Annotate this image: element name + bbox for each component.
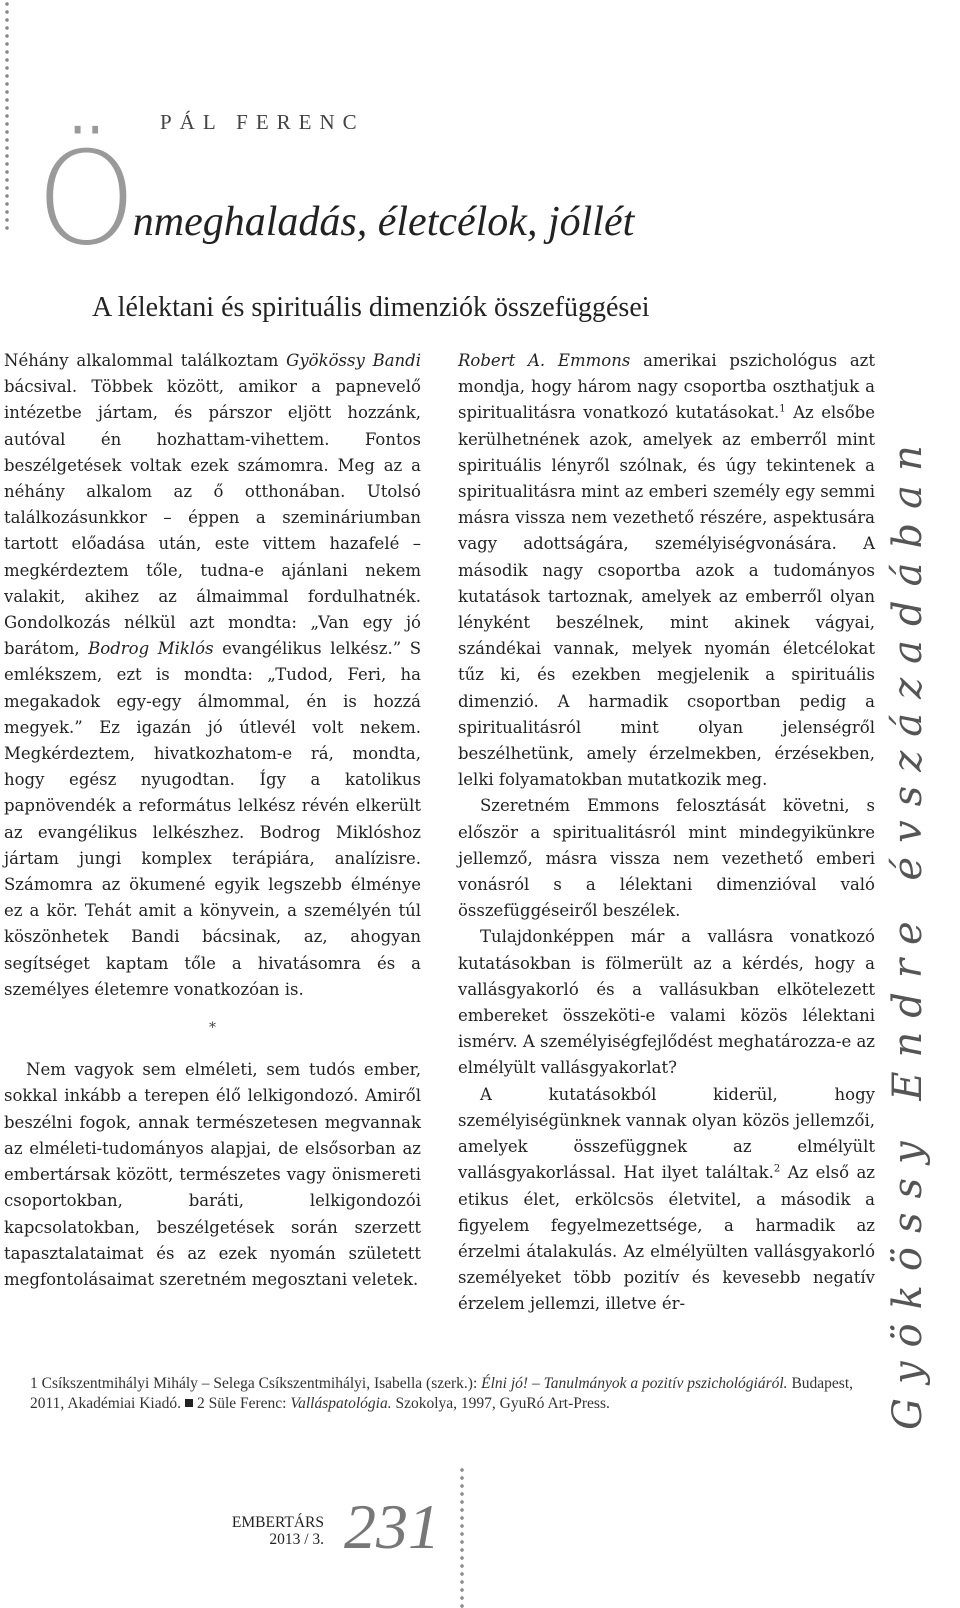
right-column (458, 348, 875, 1318)
page-number: 231 (344, 1491, 440, 1562)
footnotes (30, 1374, 870, 1414)
right-paragraph-4: A kutatásokból kiderül, hogy személyiségünknek vannak olyan közös jellemzői, amelyek összefüggnek az elmélyült vallásgyakorlással. Hat ilyet találtak.$^2$ Az első az etikus élet, erkölcsös életvitel, a második a figyelem fegyelmezettsége, a harmadik az érzelmi átalakulás. Az elmélyülten vallásgyakorló személyeket több pozitív és kevesebb negatív érzelem jellemzi, illetve ér- (458, 1084, 875, 1314)
footnote-separator-square (185, 1399, 193, 1407)
dotted-rule-left (3, 0, 11, 232)
right-paragraph-3: Tulajdonképpen már a vallásra vonatkozó kutatásokban is fölmerült az a kérdés, hogy a vallásgyakorló és a vallásukban elkötelezett embereket összeköti-e valami közös lélektani ismérv. A személyiségfejlődést meghatározza-e az elmélyült vallásgyakorlat? (458, 927, 875, 1078)
journal-info (214, 1514, 324, 1548)
article-title (36, 125, 635, 274)
article-subtitle: A lélektani és spirituális dimenziók összefüggései (92, 292, 650, 323)
left-paragraph-2: Nem vagyok sem elméleti, sem tudós ember, sokkal inkább a terepen élő lelkigondozó. Amiről beszélni fogok, annak természetesen megvannak az elméleti-tudományos alapjai, de elsősorban az embertársak között, természetes vagy önismereti csoportokban, baráti, lelkigondozói kapcsolatokban, beszélgetések során szerzett tapasztalataimat és az ezek nyomán született megfontolásaimat szeretném megosztani veletek. (4, 1060, 421, 1289)
person-name: Gyökössy Bandi (286, 351, 421, 370)
footnote-2: 2 Süle Ferenc: Valláspatológia. Szokolya, 1997, GyuRó Art-Press. (196, 1395, 610, 1412)
footnote-1: 1 Csíkszentmihályi Mihály – Selega Csíkszentmihályi, Isabella (szerk.): Élni jó! – Tanulmányok a pozitív pszichológiáról. Budapest, 2011, Akadémiai Kiadó. (30, 1375, 853, 1412)
author-name: PÁL FERENC (160, 110, 365, 134)
person-name: Robert A. Emmons (458, 351, 631, 370)
left-column (4, 348, 421, 1293)
section-separator: * (209, 1020, 216, 1037)
journal-name: EMBERTÁRS (231, 1514, 324, 1531)
person-name: Bodrog Miklós (88, 639, 214, 659)
title-initial: Ö (36, 125, 133, 274)
journal-issue: 2013 / 3. (269, 1531, 324, 1548)
running-title: Gyökössy Endre évszázadában (885, 431, 931, 1430)
footnote-ref[interactable]: 2 (773, 1163, 781, 1175)
right-paragraph-1: Robert A. Emmons amerikai pszichológus azt mondja, hogy három nagy csoportba oszthatjuk a spiritualitásra vonatkozó kutatásokat.$^1$ Az elsőbe kerülhetnének azok, amelyek az emberről mint spirituális lényről szólnak, és úgy tekintenek a spiritualitásra mint az emberi személy egy semmi másra vissza nem vezethető részére, aspektusára vagy adottságára, személyiségvonására. A második nagy csoportba azok a tudományos kutatások tartoznak, amelyek az emberről olyan lényként beszélnek, mint akinek vágyai, szándékai vannak, melyek nyomán életcélokat tűz ki, és ezekben megjelenik a spirituális dimenzió. A harmadik csoportban pedig a spiritualitásról mint olyan jelenségről beszélhetünk, amely érzelmekben, érzésekben, lelki folyamatokban mutatkozik meg. (458, 351, 875, 790)
title-rest: nmeghaladás, életcélok, jóllét (132, 199, 635, 245)
left-paragraph-1: Néhány alkalommal találkoztam Gyökössy Bandi bácsival. Többek között, amikor a papnevelő intézetbe jártam, és párszor eljött hozzánk, autóval én hozhattam-vihettem. Fontos beszélgetések voltak ezek számomra. Meg az a néhány alkalom az ő otthonában. Utolsó találkozásunkkor – éppen a szemináriumban tartott előadása után, este vittem hazafelé – megkérdeztem tőle, tudna-e ajánlani nekem valakit, akihez az álmaimmal fordulhatnék. Gondolkozás nélkül azt mondta: „Van egy jó barátom, Bodrog Miklós evangélikus lelkész.” S emlékszem, ezt is mondta: „Tudod, Feri, ha megakadok egy-egy álmommal, én is hozzá megyek.” Ez igazán jó útlevél volt nekem. Megkérdeztem, hivatkozhatom-e rá, mondta, hogy egész nyugodtan. Így a katolikus papnövendék a református lelkész révén elkerült az evangélikus lelkészhez. Bodrog Miklóshoz jártam jungi komplex terápiára, analízisre. Számomra az ökumené egyik legszebb élménye ez a kör. Tehát amit a könyvein, a személyén túl köszönhetek Bandi bácsinak, az, ahogyan segítséget kaptam tőle a hivatásomra és a személyes életemre vonatkozóan is. (4, 351, 421, 999)
right-paragraph-2: Szeretném Emmons felosztását követni, s először a spiritualitásról mint mindegyikünkre jellemző, másra vissza nem vezethető emberi vonásról s a lélektani dimenzióval való összefüggéseiről beszélek. (458, 796, 875, 921)
dotted-rule-bottom (458, 1466, 466, 1608)
footnote-ref[interactable]: 1 (779, 403, 786, 415)
